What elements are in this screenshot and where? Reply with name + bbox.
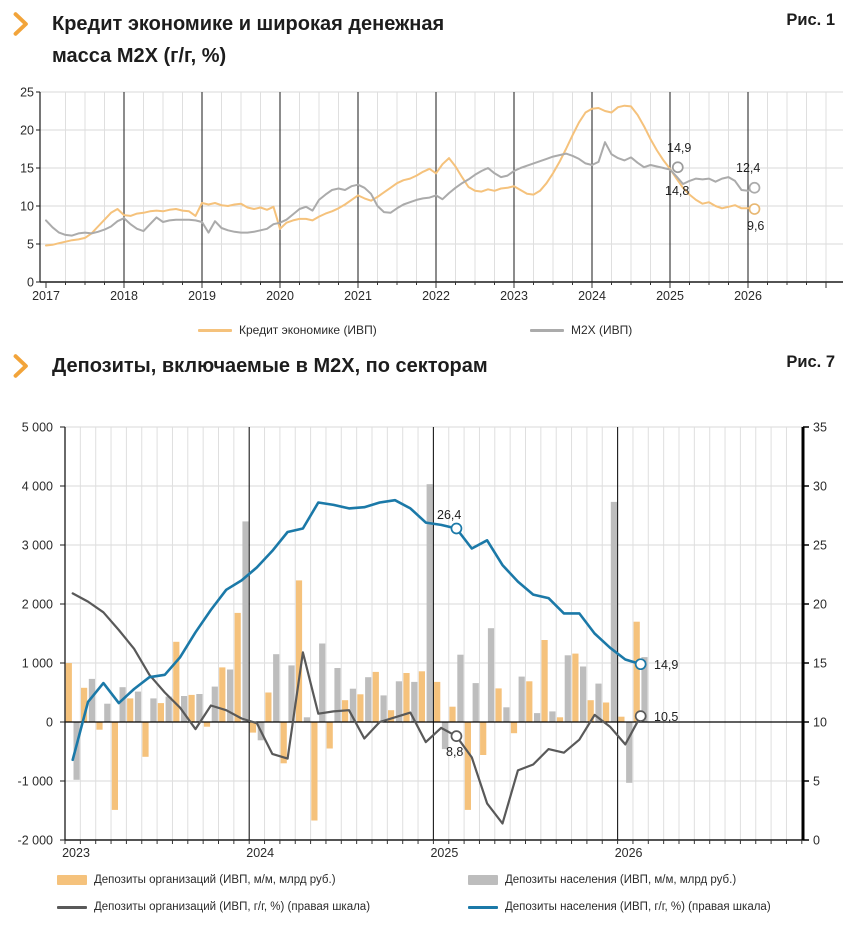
svg-text:-1 000: -1 000: [17, 774, 53, 789]
svg-text:20: 20: [20, 123, 34, 138]
legend-pop-yy-label: Депозиты населения (ИВП, г/г, %) (правая шкала): [505, 901, 771, 913]
legend-org-mm-label: Депозиты организаций (ИВП, м/м, млрд руб.): [94, 874, 336, 886]
svg-text:2018: 2018: [110, 289, 138, 303]
svg-text:2025: 2025: [430, 846, 459, 860]
svg-text:2024: 2024: [246, 846, 275, 860]
svg-text:5 000: 5 000: [21, 420, 53, 435]
figure1-title-line2: масса М2Х (г/г, %): [52, 45, 227, 67]
svg-text:2026: 2026: [734, 289, 762, 303]
legend-org-yy-label: Депозиты организаций (ИВП, г/г, %) (правая шкала): [94, 901, 371, 913]
chevron-right-icon: [13, 12, 29, 41]
org-line-swatch: [57, 906, 87, 909]
svg-text:2020: 2020: [266, 289, 294, 303]
m2x-line-swatch: [530, 329, 564, 332]
svg-text:20: 20: [813, 597, 827, 612]
svg-text:2025: 2025: [656, 289, 684, 303]
svg-text:9,6: 9,6: [747, 219, 765, 233]
svg-text:2022: 2022: [422, 289, 450, 303]
svg-text:0: 0: [813, 833, 820, 848]
svg-text:2 000: 2 000: [21, 597, 53, 612]
legend-org-yy: [57, 899, 370, 915]
legend-credit: [198, 322, 377, 338]
figure1-title: [52, 8, 444, 72]
svg-text:12,4: 12,4: [736, 161, 761, 175]
svg-text:26,4: 26,4: [437, 508, 462, 522]
legend-pop-yy: [468, 899, 771, 915]
svg-text:2026: 2026: [614, 846, 643, 860]
svg-text:5: 5: [813, 774, 820, 789]
pop-line-swatch: [468, 906, 498, 909]
svg-text:35: 35: [813, 420, 827, 435]
legend-pop-mm: [468, 872, 736, 888]
svg-text:5: 5: [27, 237, 34, 252]
legend-credit-label: Кредит экономике (ИВП): [239, 323, 377, 337]
svg-text:3 000: 3 000: [21, 538, 53, 553]
svg-text:-2 000: -2 000: [17, 833, 53, 848]
svg-text:2023: 2023: [62, 846, 90, 860]
svg-text:0: 0: [27, 275, 34, 290]
deposits-combo-chart: [0, 410, 849, 870]
legend-m2x-label: М2Х (ИВП): [571, 323, 633, 337]
figure1-title-line1: Кредит экономике и широкая денежная: [52, 13, 445, 35]
svg-text:10,5: 10,5: [654, 710, 679, 724]
svg-text:10: 10: [20, 199, 34, 214]
svg-text:14,8: 14,8: [665, 184, 690, 198]
svg-text:2021: 2021: [344, 289, 372, 303]
org-bar-swatch: [57, 875, 87, 885]
figure2-title: Депозиты, включаемые в М2Х, по секторам: [52, 355, 488, 377]
legend-org-mm: [57, 872, 336, 888]
svg-text:2019: 2019: [188, 289, 216, 303]
figure2-number: Рис. 7: [786, 353, 835, 371]
svg-text:4 000: 4 000: [21, 479, 53, 494]
svg-text:2017: 2017: [32, 289, 60, 303]
pop-bar-swatch: [468, 875, 498, 885]
svg-text:15: 15: [20, 161, 34, 176]
figure1-header: [0, 8, 849, 80]
credit-m2x-line-chart: [0, 85, 849, 317]
figure1-number: Рис. 1: [786, 11, 835, 29]
svg-text:15: 15: [813, 656, 827, 671]
credit-line-swatch: [198, 329, 232, 332]
svg-text:0: 0: [46, 715, 53, 730]
svg-text:30: 30: [813, 479, 827, 494]
svg-text:14,9: 14,9: [667, 141, 692, 155]
svg-text:25: 25: [20, 85, 34, 100]
legend-m2x: [530, 322, 632, 338]
svg-text:8,8: 8,8: [446, 745, 464, 759]
chevron-right-icon: [13, 354, 29, 383]
svg-text:2023: 2023: [500, 289, 528, 303]
svg-text:2024: 2024: [578, 289, 606, 303]
svg-text:14,9: 14,9: [654, 658, 679, 672]
svg-text:1 000: 1 000: [21, 656, 53, 671]
svg-text:10: 10: [813, 715, 827, 730]
figure2-header: [0, 350, 849, 386]
legend-pop-mm-label: Депозиты населения (ИВП, м/м, млрд руб.): [505, 874, 737, 886]
svg-text:25: 25: [813, 538, 827, 553]
